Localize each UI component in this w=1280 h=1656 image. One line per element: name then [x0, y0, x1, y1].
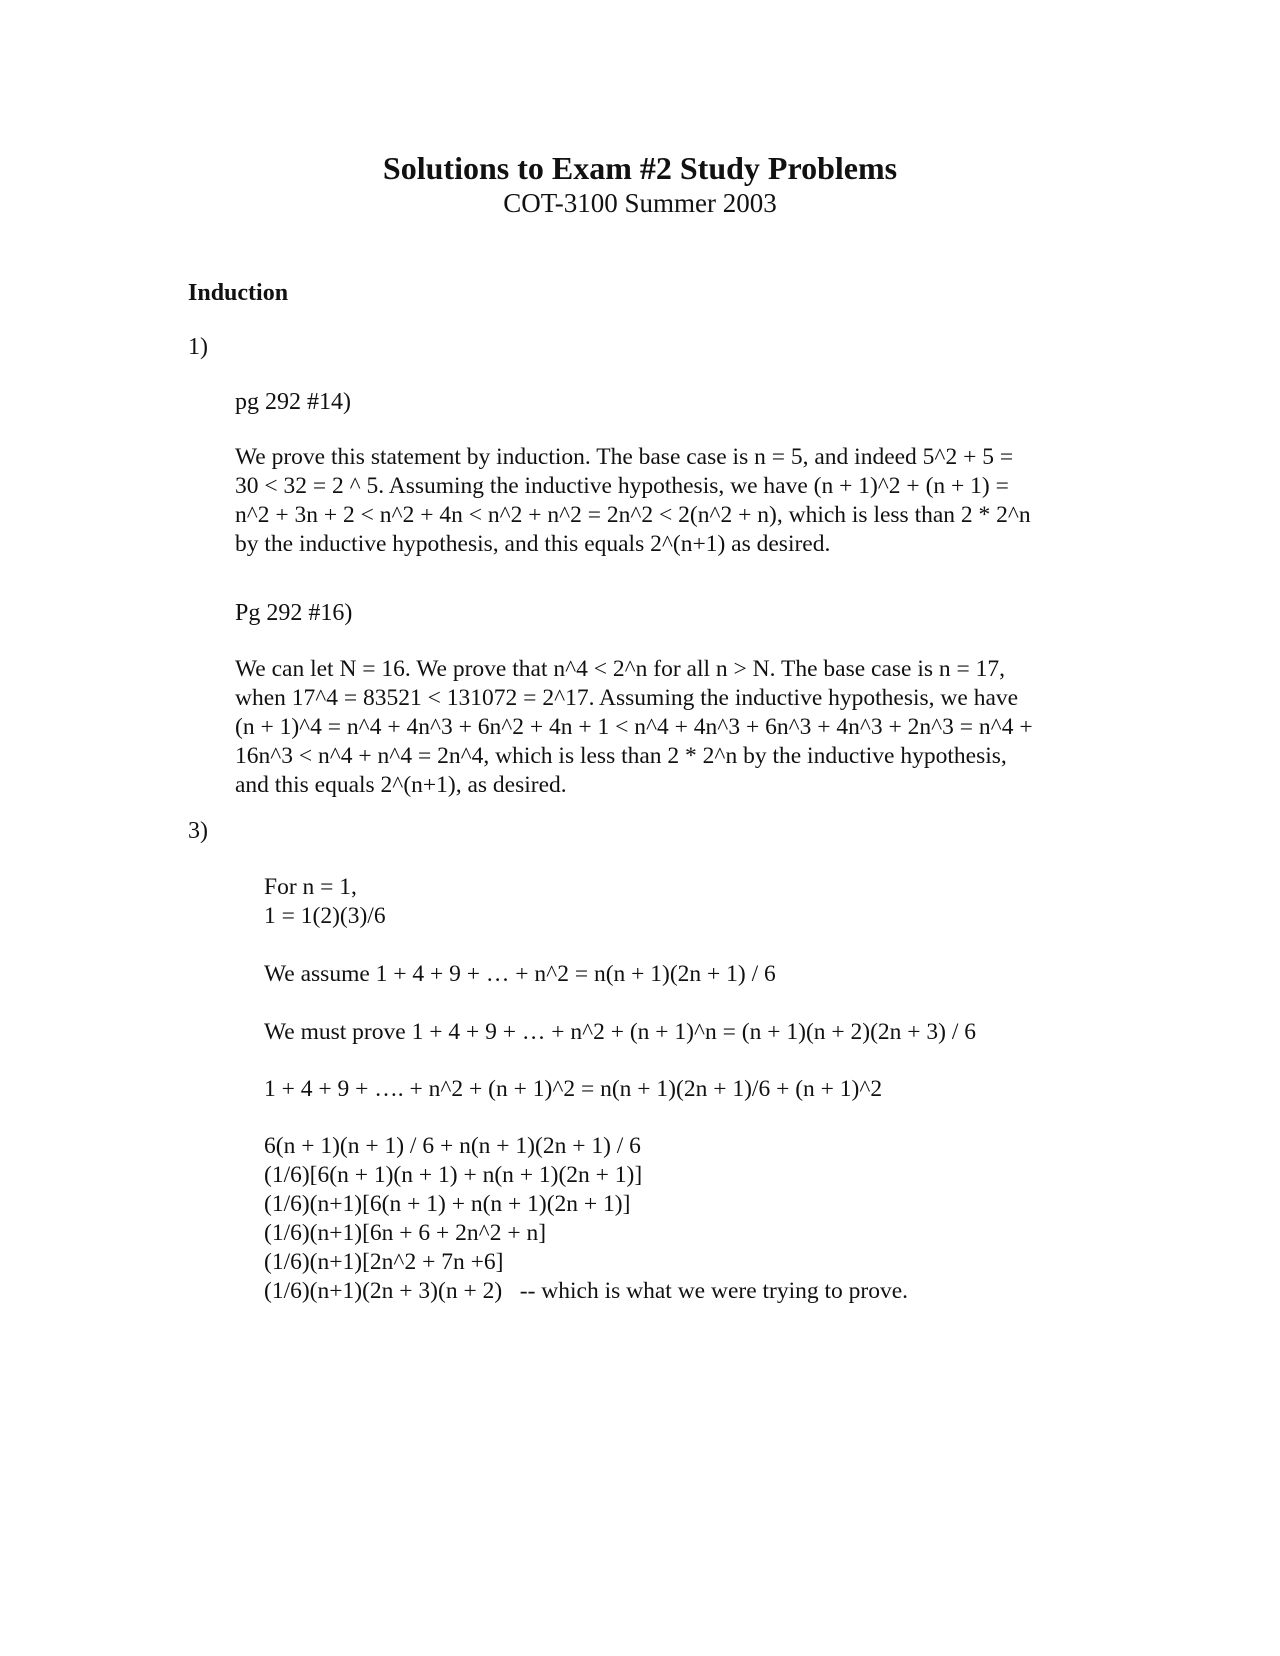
- derivation-step: (1/6)(n+1)[6n + 6 + 2n^2 + n]: [264, 1220, 547, 1246]
- solution-line: when 17^4 = 83521 < 131072 = 2^17. Assuming the inductive hypothesis, we have: [235, 685, 1019, 711]
- solution-line: 16n^3 < n^4 + n^4 = 2n^4, which is less than 2 * 2^n by the inductive hypothesis,: [235, 743, 1007, 769]
- problem-1a-reference: pg 292 #14): [235, 389, 351, 415]
- derivation-step: (1/6)(n+1)(2n + 3)(n + 2) -- which is what we were trying to prove.: [264, 1278, 909, 1304]
- solution-line: We prove this statement by induction. The base case is n = 5, and indeed 5^2 + 5 =: [235, 444, 1014, 470]
- base-case-line: 1 = 1(2)(3)/6: [264, 903, 386, 929]
- document-title: Solutions to Exam #2 Study Problems: [382, 150, 898, 186]
- derivation-step: (1/6)(n+1)[2n^2 + 7n +6]: [264, 1249, 504, 1275]
- problem-1b-reference: Pg 292 #16): [235, 600, 353, 626]
- expansion-line: 1 + 4 + 9 + …. + n^2 + (n + 1)^2 = n(n + 1)(2n + 1)/6 + (n + 1)^2: [264, 1076, 883, 1102]
- base-case-line: For n = 1,: [264, 874, 357, 900]
- problem-3-base-case: [264, 873, 386, 931]
- goal-line: We must prove 1 + 4 + 9 + … + n^2 + (n + 1)^n = (n + 1)(n + 2)(2n + 3) / 6: [264, 1019, 977, 1045]
- problem-3-expansion: [264, 1075, 882, 1104]
- problem-1b-solution: [235, 655, 1095, 800]
- assumption-line: We assume 1 + 4 + 9 + … + n^2 = n(n + 1)(2n + 1) / 6: [264, 961, 776, 987]
- problem-3-derivation: [264, 1132, 908, 1306]
- problem-3-goal: [264, 1018, 976, 1047]
- document-subtitle: COT-3100 Summer 2003: [503, 188, 777, 218]
- solution-line: 30 < 32 = 2 ^ 5. Assuming the inductive hypothesis, we have (n + 1)^2 + (n + 1) =: [235, 473, 1009, 499]
- derivation-step: 6(n + 1)(n + 1) / 6 + n(n + 1)(2n + 1) / 6: [264, 1133, 641, 1159]
- problem-1a-solution: [235, 443, 1095, 559]
- problem-3-number: 3): [188, 818, 208, 844]
- section-heading-induction: Induction: [188, 280, 289, 306]
- problem-1-number: 1): [188, 334, 208, 360]
- solution-line: We can let N = 16. We prove that n^4 < 2^n for all n > N. The base case is n = 17,: [235, 656, 1006, 682]
- derivation-step: (1/6)(n+1)[6(n + 1) + n(n + 1)(2n + 1)]: [264, 1191, 631, 1217]
- solution-line: and this equals 2^(n+1), as desired.: [235, 772, 567, 798]
- derivation-step: (1/6)[6(n + 1)(n + 1) + n(n + 1)(2n + 1)]: [264, 1162, 643, 1188]
- solution-line: by the inductive hypothesis, and this equals 2^(n+1) as desired.: [235, 531, 831, 557]
- solution-line: n^2 + 3n + 2 < n^2 + 4n < n^2 + n^2 = 2n^2 < 2(n^2 + n), which is less than 2 * 2^n: [235, 502, 1031, 528]
- problem-3-assumption: [264, 960, 776, 989]
- solution-line: (n + 1)^4 = n^4 + 4n^3 + 6n^2 + 4n + 1 < n^4 + 4n^3 + 6n^3 + 4n^3 + 2n^3 = n^4 +: [235, 714, 1033, 740]
